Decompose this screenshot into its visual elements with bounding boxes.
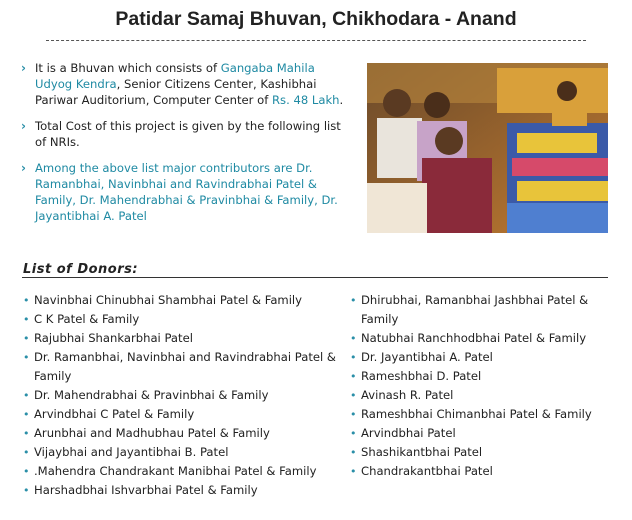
list-item	[350, 367, 620, 386]
chevron-right-icon: ›	[21, 61, 26, 75]
donor-name: C K Patel & Family	[34, 312, 140, 326]
list-item	[350, 291, 620, 329]
donor-name: Arvindbhai C Patel & Family	[34, 407, 195, 421]
donor-name: Chandrakantbhai Patel	[361, 464, 493, 478]
donor-name: Harshadbhai Ishvarbhai Patel & Family	[34, 483, 258, 497]
list-item	[23, 424, 343, 443]
intro-text-1c: .	[339, 93, 344, 107]
list-item	[23, 443, 343, 462]
intro-item-contributors	[21, 160, 351, 224]
bullet-icon: •	[350, 408, 357, 421]
bullet-icon: •	[23, 294, 30, 307]
donor-name: Rajubhai Shankarbhai Patel	[34, 331, 193, 345]
bullet-icon: •	[23, 389, 30, 402]
list-item	[23, 291, 343, 310]
donor-name: Dr. Mahendrabhai & Pravinbhai & Family	[34, 388, 269, 402]
donor-name: Avinash R. Patel	[361, 388, 454, 402]
bullet-icon: •	[23, 427, 30, 440]
donor-name: Shashikantbhai Patel	[361, 445, 483, 459]
donor-name: Dr. Jayantibhai A. Patel	[361, 350, 493, 364]
intro-text-1a: It is a Bhuvan which consists of	[35, 61, 221, 75]
list-item	[350, 443, 620, 462]
list-item	[350, 424, 620, 443]
bullet-icon: •	[23, 484, 30, 497]
donor-name: .Mahendra Chandrakant Manibhai Patel & Family	[34, 464, 317, 478]
list-item	[350, 405, 620, 424]
bullet-icon: •	[350, 446, 357, 459]
intro-item-bhuvan	[21, 60, 351, 108]
women-at-work-photo	[367, 63, 608, 233]
list-item	[23, 329, 343, 348]
donor-name: Rameshbhai D. Patel	[361, 369, 482, 383]
title-divider	[46, 40, 586, 41]
list-item	[23, 405, 343, 424]
donor-list-left	[23, 291, 343, 500]
photo-illustration	[367, 63, 608, 233]
intro-text-1b: , Senior Citizens Center, Kashibhai Pariwar Auditorium, Computer Center of	[35, 77, 317, 107]
intro-text-3: Among the above list major contributors are Dr. Ramanbhai, Navinbhai and Ravindrabhai Patel & Family, Dr. Mahendrabhai & Pravinbhai & Family, Dr. Jayantibhai A. Patel	[35, 161, 338, 223]
donor-name: Arvindbhai Patel	[361, 426, 456, 440]
list-item	[350, 462, 620, 481]
bullet-icon: •	[23, 332, 30, 345]
bullet-icon: •	[350, 389, 357, 402]
list-item	[23, 348, 343, 386]
bullet-icon: •	[350, 332, 357, 345]
page-title: Patidar Samaj Bhuvan, Chikhodara - Anand	[115, 8, 517, 30]
chevron-right-icon: ›	[21, 161, 26, 175]
bullet-icon: •	[23, 313, 30, 326]
bullet-icon: •	[350, 427, 357, 440]
gangaba-link[interactable]: Gangaba Mahila Udyog Kendra	[35, 61, 315, 91]
list-item	[23, 310, 343, 329]
bullet-icon: •	[23, 351, 30, 364]
intro-item-cost	[21, 118, 351, 150]
intro-text-2: Total Cost of this project is given by the following list of NRIs.	[35, 119, 341, 149]
bullet-icon: •	[23, 408, 30, 421]
cost-highlight: Rs. 48 Lakh	[272, 93, 340, 107]
bullet-icon: •	[350, 370, 357, 383]
list-item	[23, 462, 343, 481]
donors-heading: List of Donors:	[23, 262, 139, 277]
list-item	[23, 386, 343, 405]
donor-name: Arunbhai and Madhubhau Patel & Family	[34, 426, 270, 440]
donor-name: Rameshbhai Chimanbhai Patel & Family	[361, 407, 592, 421]
bullet-icon: •	[350, 465, 357, 478]
donors-divider	[22, 277, 608, 278]
donor-name: Vijaybhai and Jayantibhai B. Patel	[34, 445, 229, 459]
bullet-icon: •	[23, 465, 30, 478]
list-item	[350, 329, 620, 348]
donor-name: Natubhai Ranchhodbhai Patel & Family	[361, 331, 587, 345]
bullet-icon: •	[23, 446, 30, 459]
donor-name: Navinbhai Chinubhai Shambhai Patel & Family	[34, 293, 303, 307]
bullet-icon: •	[350, 294, 357, 307]
list-item	[350, 348, 620, 367]
intro-list	[21, 60, 351, 234]
donor-list-right	[350, 291, 620, 481]
chevron-right-icon: ›	[21, 119, 26, 133]
list-item	[23, 481, 343, 500]
donor-name: Dr. Ramanbhai, Navinbhai and Ravindrabhai Patel & Family	[34, 350, 336, 383]
list-item	[350, 386, 620, 405]
donor-name: Dhirubhai, Ramanbhai Jashbhai Patel & Family	[361, 293, 589, 326]
bullet-icon: •	[350, 351, 357, 364]
